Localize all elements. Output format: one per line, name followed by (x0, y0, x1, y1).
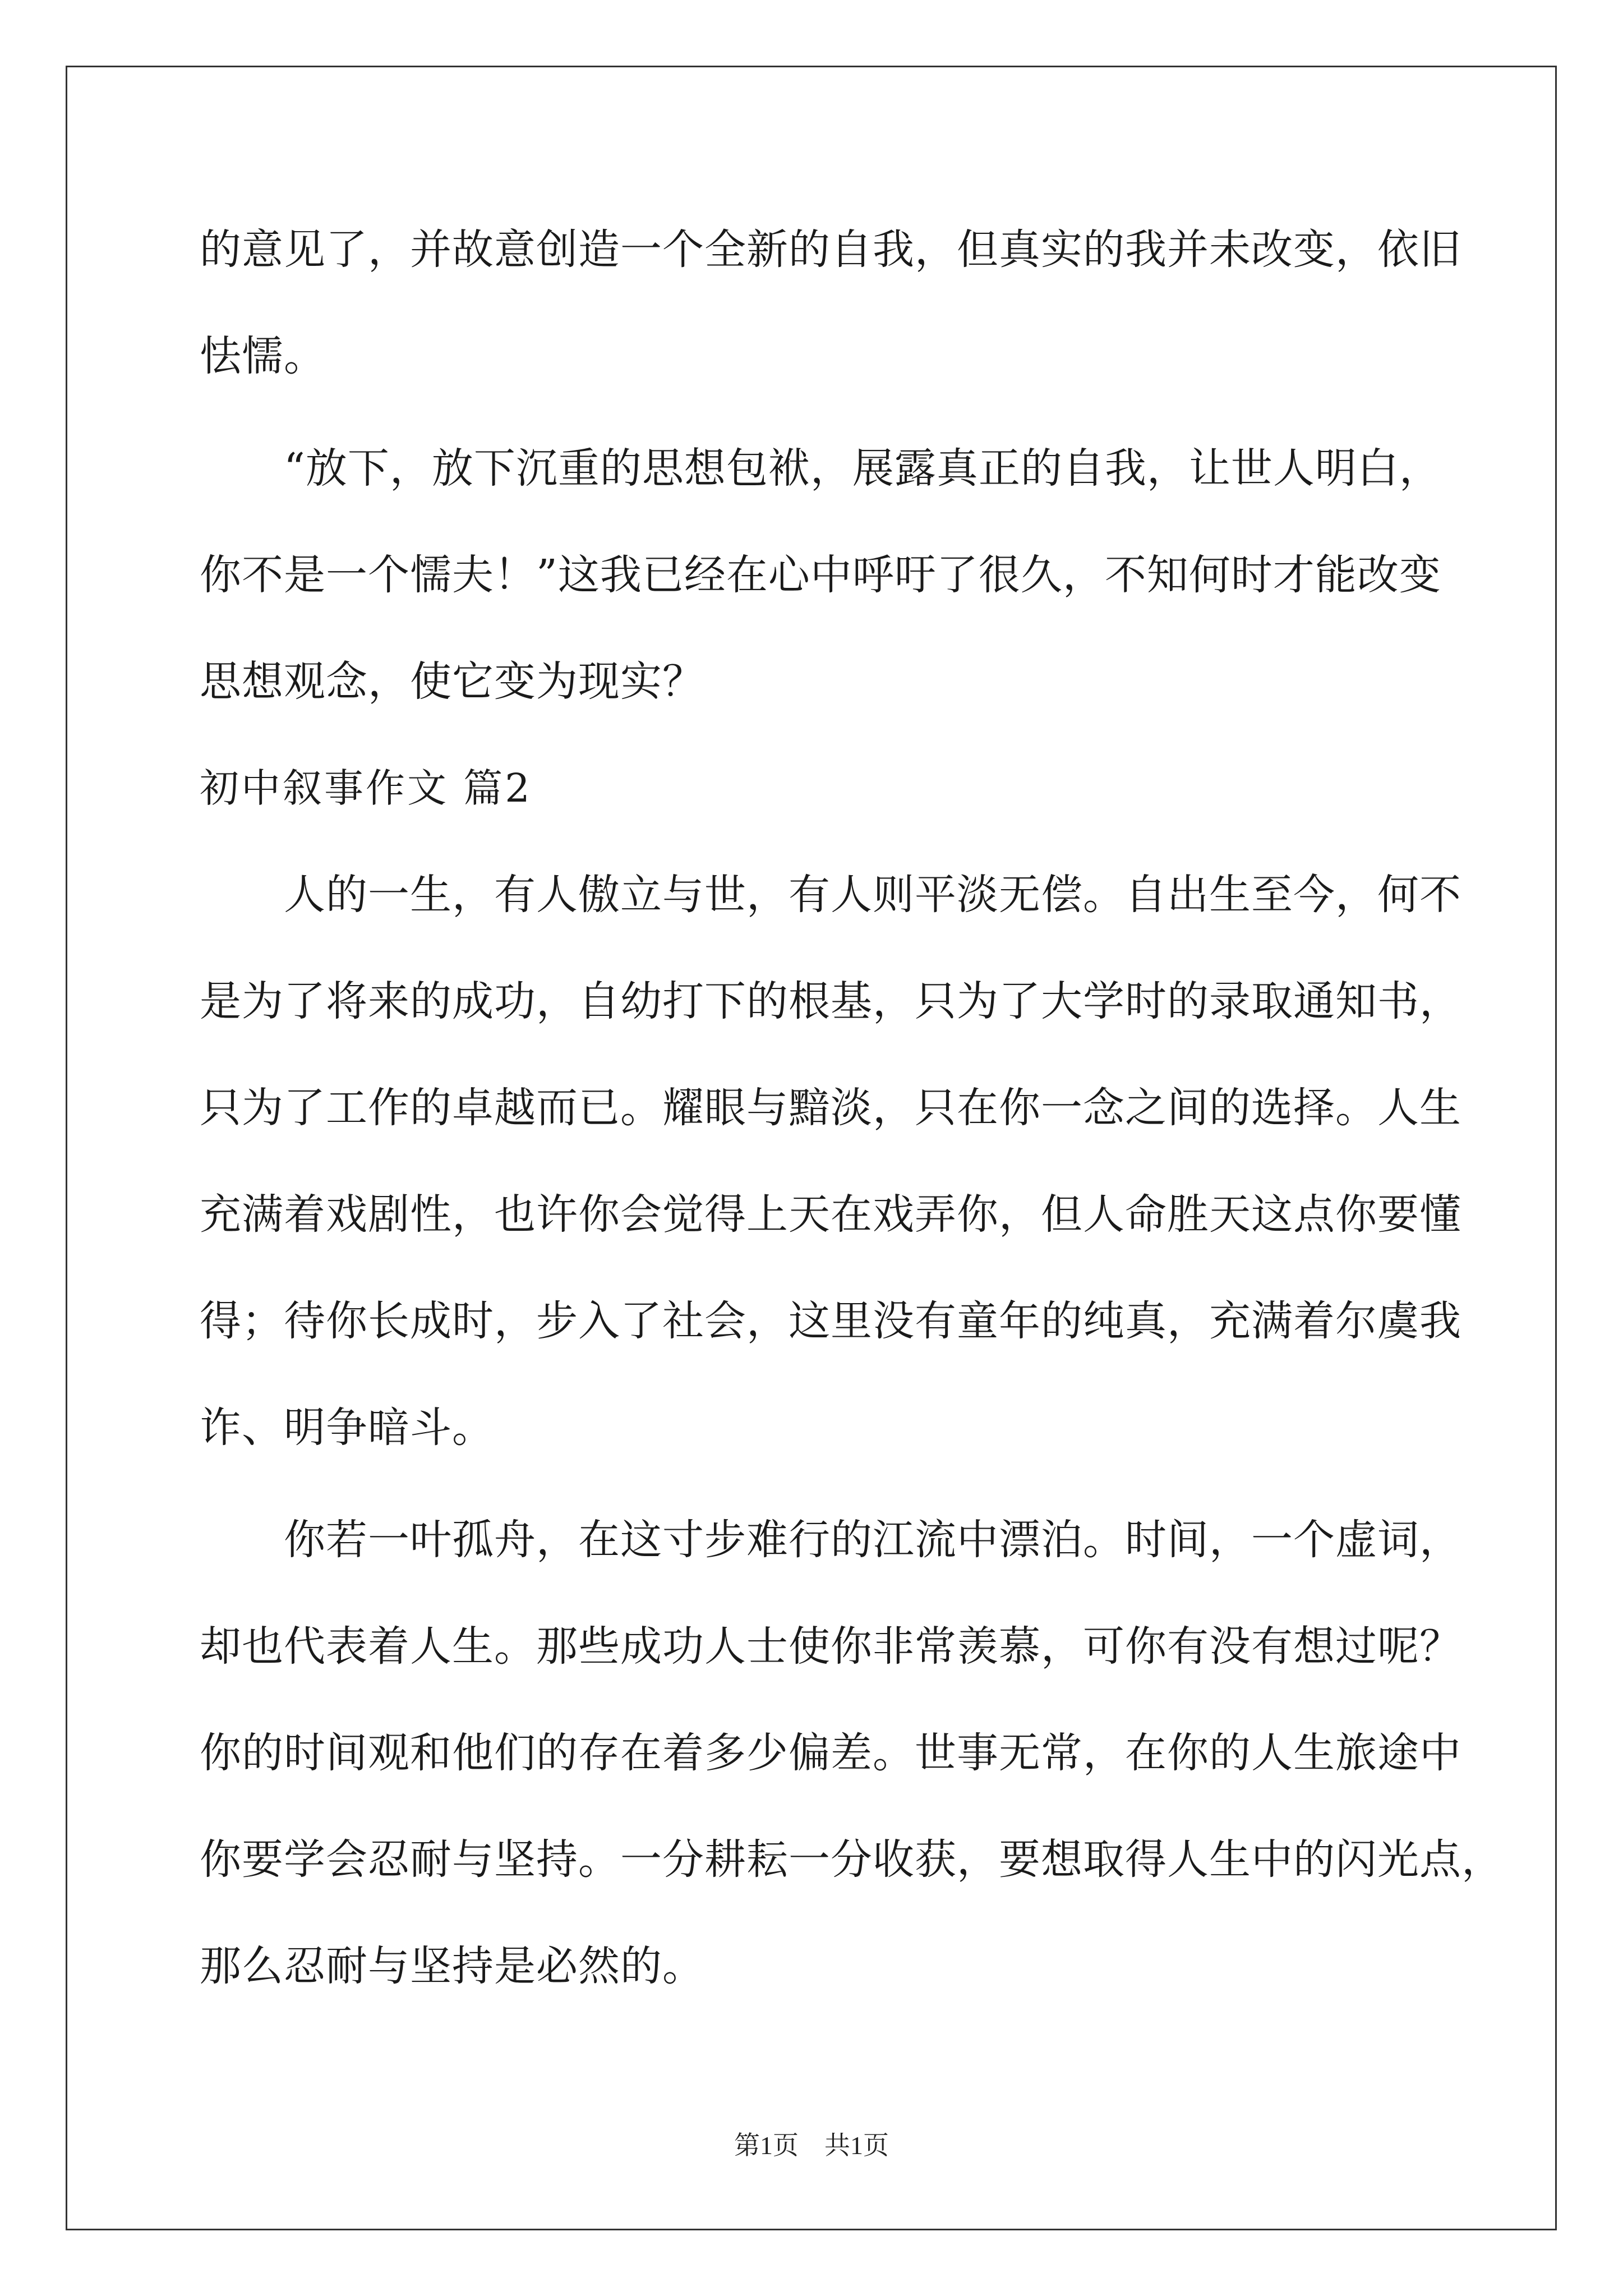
paragraph (200, 1503, 1504, 2036)
text-line: 思想观念，使它变为现实？ (200, 657, 704, 706)
section-heading: 初中叙事作文 篇2 (200, 765, 532, 811)
text-line: 你的时间观和他们的存在着多少偏差。世事无常，在你的人生旅途中 (200, 1729, 1461, 1777)
text-line: 诈、明争暗斗。 (200, 1404, 494, 1452)
text-line: 得；待你长成时，步入了社会，这里没有童年的纯真，充满着尔虞我 (200, 1297, 1461, 1345)
text-line: 那么忍耐与坚持是必然的。 (200, 1942, 704, 1990)
text-line: 怯懦。 (200, 332, 326, 380)
paragraph (200, 213, 1490, 432)
text-line: 是为了将来的成功，自幼打下的根基，只为了大学时的录取通知书， (200, 977, 1461, 1025)
text-line: “放下，放下沉重的思想包袱，展露真正的自我，让世人明白， (284, 444, 1441, 493)
text-line: 的意见了，并故意创造一个全新的自我，但真实的我并未改变，依旧 (200, 226, 1461, 274)
paragraph (200, 432, 1490, 752)
text-line: 充满着戏剧性，也许你会觉得上天在戏弄你，但人命胜天这点你要懂 (200, 1190, 1461, 1239)
text-line: 却也代表着人生。那些成功人士使你非常羡慕，可你有没有想过呢？ (200, 1622, 1461, 1671)
paragraph (200, 858, 1490, 1503)
document-body (200, 213, 1504, 2036)
text-line: 你要学会忍耐与坚持。一分耕耘一分收获，要想取得人生中的闪光点， (200, 1835, 1504, 1884)
text-line: 你若一叶孤舟，在这寸步难行的江流中漂泊。时间，一个虚词， (284, 1516, 1461, 1564)
page-number-footer: 第1页 共1页 (734, 2131, 889, 2160)
text-line: 人的一生，有人傲立与世，有人则平淡无偿。自出生至今，何不 (284, 871, 1461, 919)
text-line: 你不是一个懦夫！”这我已经在心中呼吁了很久，不知何时才能改变 (200, 551, 1441, 599)
text-line: 只为了工作的卓越而已。耀眼与黯淡，只在你一念之间的选择。人生 (200, 1084, 1461, 1132)
